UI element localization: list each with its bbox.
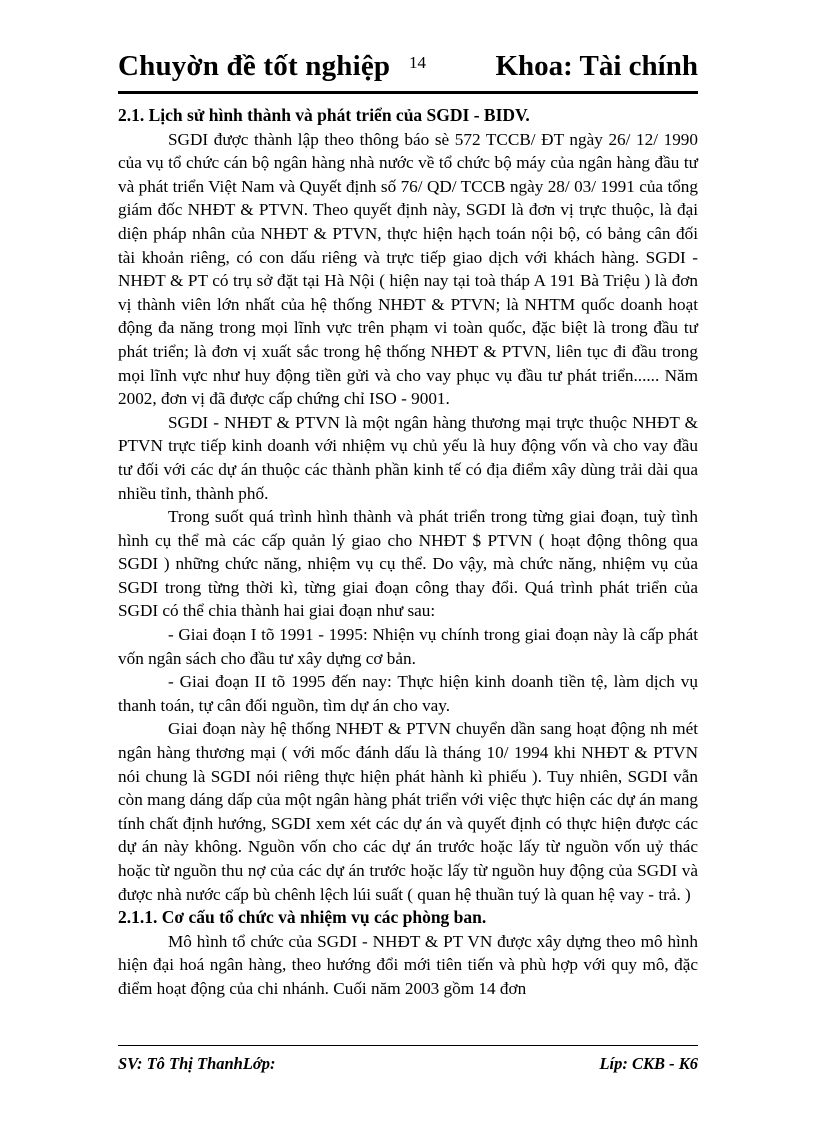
paragraph-role: SGDI - NHĐT & PTVN là một ngân hàng thương mại trực thuộc NHĐT & PTVN trực tiếp kinh doanh với nhiệm vụ chủ yếu là huy động vốn và cho vay đầu tư đối với các dự án thuộc các thành phần kinh tế có địa điểm xây dùng trải dài qua nhiều tỉnh, thành phố.: [118, 412, 698, 503]
footer-class: Líp: CKB - K6: [599, 1054, 698, 1073]
header-title-left: Chuyờn đề tốt nghiệp: [118, 50, 391, 82]
page-number: 14: [409, 53, 426, 72]
bullet-stage-2: - Giai đoạn II tõ 1995 đến nay: Thực hiện kinh doanh tiền tệ, làm dịch vụ thanh toán, tự cân đối nguồn, tìm dự án cho vay.: [118, 672, 698, 715]
paragraph-transition: Giai đoạn này hệ thống NHĐT & PTVN chuyển dần sang hoạt động nh mét ngân hàng thương mại ( với mốc đánh dấu là tháng 10/ 1994 khi NHĐT & PTVN nói chung là SGDI nói riêng thực hiện phát hành kì phiếu ). Tuy nhiên, SGDI vẫn còn mang dáng dấp của một ngân hàng phát triển với việc thực hiện các dự án mang tính chất định hướng, SGDI xem xét các dự án và quyết định có thực hiện được các dự án này không. Nguồn vốn cho các dự án trước hoặc lấy từ nguồn vốn uỷ thác hoặc từ nguồn thu nợ của các dự án trước hoặc lấy từ nguồn huy động của SGDI và được nhà nước cấp bù chênh lệch lúi suất ( quan hệ thuần tuý là quan hệ vay - trả. ): [118, 719, 698, 904]
footer-student: SV: Tô Thị ThanhLớp:: [118, 1054, 276, 1073]
header-title-right: Khoa: Tài chính: [495, 50, 698, 82]
footer-divider: [118, 1045, 698, 1046]
page-footer: [118, 1054, 698, 1078]
paragraph-stages-intro: Trong suốt quá trình hình thành và phát triển trong từng giai đoạn, tuỳ tình hình cụ thể mà các cấp quản lý giao cho NHĐT $ PTVN ( hoạt động thông qua SGDI ) những chức năng, nhiệm vụ cụ thể. Do vậy, mà chức năng, nhiệm vụ của SGDI trong từng thời kì, từng giai đoạn công thay đổi. Quá trình phát triển của SGDI có thể chia thành hai giai đoạn như sau:: [118, 507, 698, 621]
page-header: [118, 50, 698, 90]
paragraph-history: SGDI được thành lập theo thông báo sè 572 TCCB/ ĐT ngày 26/ 12/ 1990 của vụ tổ chức cán bộ ngân hàng nhà nước về tổ chức bộ máy của ngân hàng đầu tư và phát triển Việt Nam và Quyết định số 76/ QD/ TCCB ngày 28/ 03/ 1991 của tổng giám đốc NHĐT & PTVN. Theo quyết định này, SGDI là đơn vị trực thuộc, là đại diện pháp nhân của NHĐT & PTVN, thực hiện hạch toán nội bộ, có bảng cân đối tài khoản riêng, có con dấu riêng và trực tiếp giao dịch với khách hàng. SGDI - NHĐT & PT có trụ sở đặt tại Hà Nội ( hiện nay tại toà tháp A 191 Bà Triệu ) là đơn vị thành viên lớn nhất của hệ thống NHĐT & PTVN; là NHTM quốc doanh hoạt động đa năng trong mọi lĩnh vực trên phạm vi toàn quốc, đặc biệt là trong đầu tư phát triển; là đơn vị xuất sắc trong hệ thống NHĐT & PTVN, liên tục đi đầu trong mọi lĩnh vực như huy động tiền gửi và cho vay phục vụ đầu tư phát triển...... Năm 2002, đơn vị đã được cấp chứng chỉ ISO - 9001.: [118, 129, 698, 409]
subsection-heading: 2.1.1. Cơ cấu tổ chức và nhiệm vụ các phòng ban.: [118, 907, 487, 928]
bullet-stage-1: - Giai đoạn I tõ 1991 - 1995: Nhiện vụ chính trong giai đoạn này là cấp phát vốn ngân sách cho đầu tư xây dựng cơ bản.: [118, 625, 698, 668]
document-body: [118, 104, 698, 1001]
paragraph-structure: Mô hình tổ chức của SGDI - NHĐT & PT VN được xây dựng theo mô hình hiện đại hoá ngân hàng, theo hướng đổi mới tiên tiến và phù hợp với quy mô, đặc điểm hoạt động của chi nhánh. Cuối năm 2003 gồm 14 đơn: [118, 931, 698, 998]
header-divider: [118, 91, 698, 94]
section-heading: 2.1. Lịch sử hình thành và phát triển của SGDI - BIDV.: [118, 105, 530, 125]
